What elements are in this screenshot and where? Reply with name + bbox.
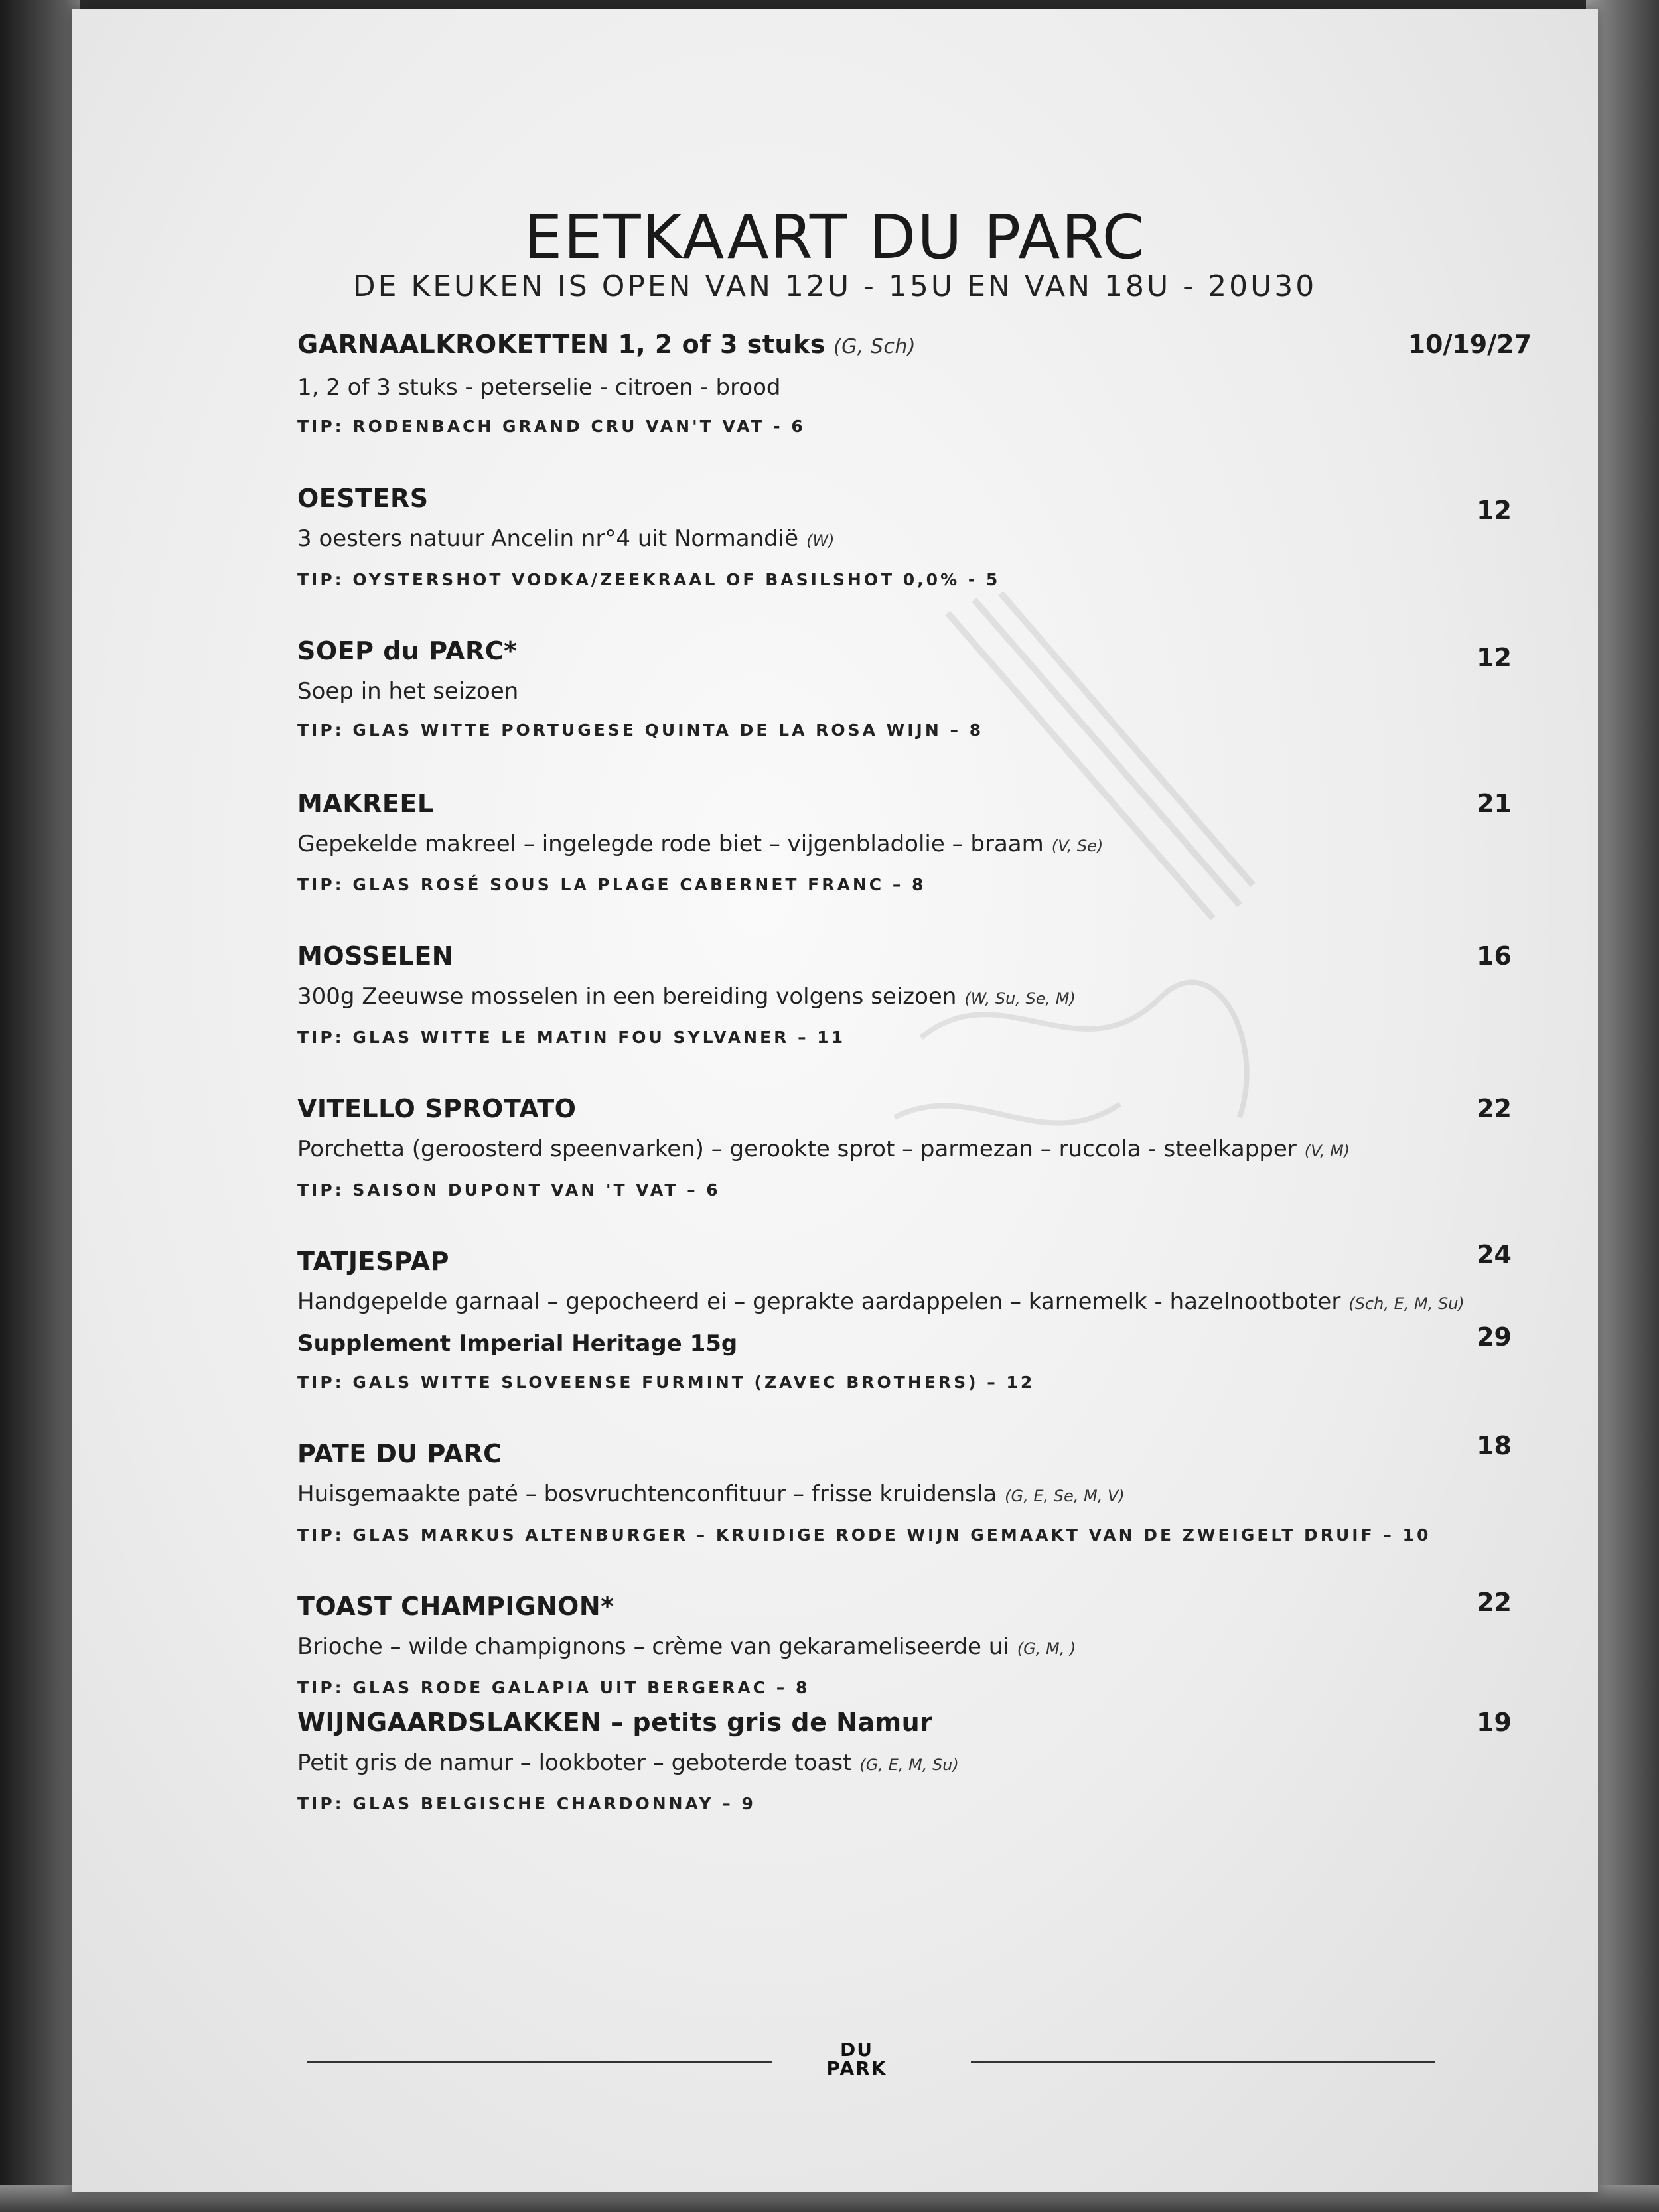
dish-price: 22 [1477, 1094, 1512, 1123]
supplement-price: 29 [1477, 1322, 1512, 1351]
drink-tip: TIP: GLAS MARKUS ALTENBURGER – KRUIDIGE RODE WIJN GEMAAKT VAN DE ZWEIGELT DRUIF – 10 [297, 1525, 1431, 1545]
menu-item [297, 786, 1512, 900]
logo-line-2: PARK [826, 2057, 887, 2079]
dish-description [297, 978, 1512, 1017]
dish-description [297, 673, 1512, 710]
dish-name: MOSSELEN [297, 941, 454, 971]
drink-tip: TIP: GLAS BELGISCHE CHARDONNAY – 9 [297, 1794, 756, 1813]
drink-tip: TIP: SAISON DUPONT VAN 'T VAT – 6 [297, 1180, 721, 1200]
dish-price: 18 [1477, 1431, 1512, 1460]
dish-description-text: Porchetta (geroosterd speenvarken) – gerookte sprot – parmezan – ruccola - steelkapper [297, 1136, 1297, 1162]
dish-description-text: Petit gris de namur – lookboter – geboterde toast [297, 1750, 852, 1776]
dish-name: MAKREEL [297, 789, 434, 818]
dish-price: 22 [1477, 1588, 1512, 1617]
dish-description-text: Gepekelde makreel – ingelegde rode biet – vijgenbladolie – braam [297, 831, 1044, 857]
dish-name: OESTERS [297, 484, 429, 513]
dish-allergens: (V, M) [1304, 1142, 1350, 1160]
dish-allergens: (Sch, E, M, Su) [1348, 1294, 1465, 1313]
menu-item [297, 938, 1512, 1053]
dish-price: 24 [1477, 1240, 1512, 1269]
dish-allergens: (G, M, ) [1017, 1639, 1076, 1658]
dish-description-text: Huisgemaakte paté – bosvruchtenconfituur – frisse kruidensla [297, 1481, 997, 1507]
dish-allergens: (W) [806, 531, 835, 550]
dish-allergens: (W, Su, Se, M) [964, 989, 1076, 1008]
dish-description-text: 3 oesters natuur Ancelin nr°4 uit Normandië [297, 525, 799, 552]
dish-price: 10/19/27 [1407, 330, 1532, 359]
menu-item [297, 1091, 1512, 1206]
dish-price: 12 [1477, 496, 1512, 525]
drink-tip: TIP: GLAS RODE GALAPIA UIT BERGERAC – 8 [297, 1678, 810, 1697]
menu-item [297, 1588, 1512, 1703]
dish-name: SOEP du PARC* [297, 636, 518, 665]
dish-description-text: 1, 2 of 3 stuks - peterselie - citroen - brood [297, 374, 781, 401]
menu-title: EETKAART DU PARC [524, 202, 1146, 273]
menu-item [297, 326, 1532, 442]
dish-allergens: (G, Sch) [833, 335, 916, 358]
dish-name-text: GARNAALKROKETTEN 1, 2 of 3 stuks [297, 330, 826, 359]
menu-item [297, 1431, 1512, 1551]
dish-description [297, 1131, 1512, 1170]
drink-tip: TIP: OYSTERSHOT VODKA/ZEEKRAAL OF BASILSHOT 0,0% - 5 [297, 570, 1001, 589]
dish-name [297, 326, 1512, 365]
drink-tip: TIP: GALS WITTE SLOVEENSE FURMINT (ZAVEC BROTHERS) – 12 [297, 1373, 1035, 1392]
menu-item [297, 1704, 1512, 1819]
menu-item [297, 480, 1512, 595]
dish-price: 16 [1477, 941, 1512, 971]
menu-binder-left-edge [0, 0, 80, 2212]
dish-name: TATJESPAP [297, 1247, 449, 1276]
dish-allergens: (G, E, Se, M, V) [1005, 1487, 1125, 1505]
dish-name: TOAST CHAMPIGNON* [297, 1592, 614, 1621]
menu-item [297, 1240, 1512, 1398]
footer-divider-left [307, 2061, 772, 2063]
dish-name: PATE DU PARC [297, 1439, 502, 1468]
dish-name: WIJNGAARDSLAKKEN – petits gris de Namur [297, 1708, 933, 1737]
supplement-label: Supplement Imperial Heritage 15g [297, 1330, 738, 1357]
dish-description [297, 369, 1512, 406]
dish-description [297, 1283, 1512, 1322]
dish-description-text: 300g Zeeuwse mosselen in een bereiding volgens seizoen [297, 983, 957, 1010]
dish-description-text: Brioche – wilde champignons – crème van gekarameliseerde ui [297, 1633, 1009, 1660]
opening-hours: DE KEUKEN IS OPEN VAN 12U - 15U EN VAN 18U - 20U30 [352, 269, 1317, 303]
logo-line-1: DU [840, 2039, 873, 2061]
footer-divider-right [971, 2061, 1435, 2063]
menu-item [297, 633, 1512, 746]
drink-tip: TIP: RODENBACH GRAND CRU VAN'T VAT - 6 [297, 417, 806, 436]
drink-tip: TIP: GLAS WITTE LE MATIN FOU SYLVANER – 11 [297, 1028, 846, 1047]
dish-description-text: Handgepelde garnaal – gepocheerd ei – geprakte aardappelen – karnemelk - hazelnootboter [297, 1288, 1341, 1315]
menu-sheet [72, 9, 1598, 2192]
du-park-logo [814, 2041, 900, 2078]
dish-description-text: Soep in het seizoen [297, 678, 519, 705]
dish-name: VITELLO SPROTATO [297, 1094, 577, 1123]
dish-description [297, 825, 1512, 864]
dish-supplement [297, 1322, 1512, 1362]
dish-description [297, 520, 1512, 559]
dish-price: 12 [1477, 643, 1512, 672]
dish-description [297, 1476, 1512, 1515]
dish-price: 21 [1477, 789, 1512, 818]
dish-description [297, 1744, 1512, 1783]
drink-tip: TIP: GLAS ROSÉ SOUS LA PLAGE CABERNET FRANC – 8 [297, 875, 926, 894]
dish-description [297, 1628, 1512, 1667]
drink-tip: TIP: GLAS WITTE PORTUGESE QUINTA DE LA ROSA WIJN – 8 [297, 721, 984, 740]
dish-allergens: (V, Se) [1051, 837, 1104, 855]
dish-price: 19 [1477, 1708, 1512, 1737]
dish-allergens: (G, E, M, Su) [859, 1756, 959, 1774]
